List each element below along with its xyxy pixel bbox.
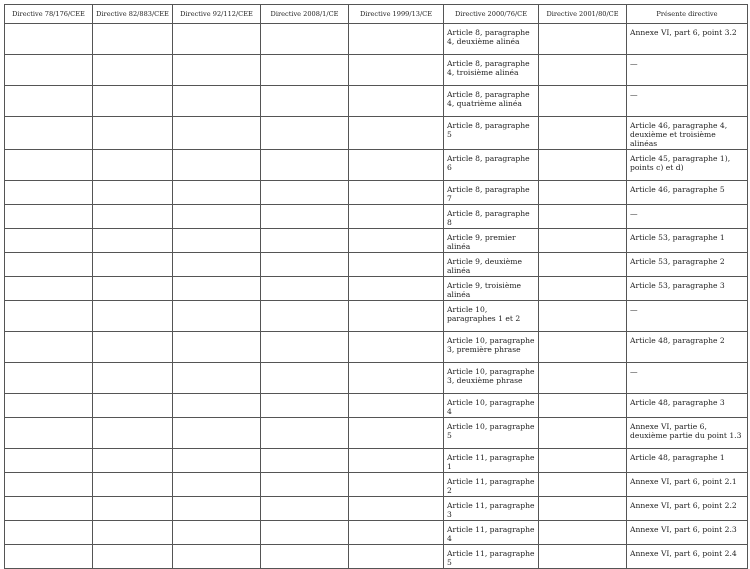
empty-cell (93, 418, 173, 449)
empty-cell (261, 449, 349, 473)
empty-cell (349, 253, 444, 277)
empty-cell (539, 301, 627, 332)
empty-cell (349, 418, 444, 449)
cell-directive-2000-76: Article 8, paragraphe 6 (444, 150, 539, 181)
cell-presente-directive: Article 48, paragraphe 3 (627, 394, 748, 418)
empty-cell (349, 497, 444, 521)
empty-cell (349, 55, 444, 86)
empty-cell (539, 150, 627, 181)
cell-presente-directive: — (627, 86, 748, 117)
empty-cell (173, 473, 261, 497)
empty-cell (261, 473, 349, 497)
table-row (5, 181, 748, 205)
empty-cell (539, 332, 627, 363)
empty-cell (261, 394, 349, 418)
cell-presente-directive: — (627, 301, 748, 332)
empty-cell (173, 497, 261, 521)
empty-cell (539, 521, 627, 545)
empty-cell (93, 332, 173, 363)
header-directive-92-112: Directive 92/112/CEE (173, 5, 261, 24)
table-row (5, 301, 748, 332)
header-directive-82-883: Directive 82/883/CEE (93, 5, 173, 24)
empty-cell (261, 86, 349, 117)
empty-cell (173, 205, 261, 229)
empty-cell (5, 473, 93, 497)
empty-cell (539, 497, 627, 521)
cell-presente-directive: Article 53, paragraphe 1 (627, 229, 748, 253)
empty-cell (93, 229, 173, 253)
cell-presente-directive: — (627, 55, 748, 86)
cell-presente-directive: Article 53, paragraphe 2 (627, 253, 748, 277)
header-directive-1999-13: Directive 1999/13/CE (349, 5, 444, 24)
cell-directive-2000-76: Article 10, paragraphe 4 (444, 394, 539, 418)
table-row (5, 497, 748, 521)
table-row (5, 394, 748, 418)
empty-cell (349, 86, 444, 117)
empty-cell (93, 277, 173, 301)
table-row (5, 253, 748, 277)
empty-cell (5, 150, 93, 181)
table-row (5, 545, 748, 569)
cell-directive-2000-76: Article 9, deuxième alinéa (444, 253, 539, 277)
empty-cell (5, 301, 93, 332)
cell-presente-directive: — (627, 205, 748, 229)
table-row (5, 449, 748, 473)
cell-directive-2000-76: Article 11, paragraphe 3 (444, 497, 539, 521)
table-row (5, 332, 748, 363)
empty-cell (261, 363, 349, 394)
cell-directive-2000-76: Article 10, paragraphes 1 et 2 (444, 301, 539, 332)
cell-presente-directive: Article 46, paragraphe 4, deuxième et troisième alinéas (627, 117, 748, 150)
empty-cell (261, 24, 349, 55)
empty-cell (349, 521, 444, 545)
cell-directive-2000-76: Article 10, paragraphe 5 (444, 418, 539, 449)
empty-cell (93, 253, 173, 277)
empty-cell (5, 363, 93, 394)
cell-directive-2000-76: Article 11, paragraphe 5 (444, 545, 539, 569)
empty-cell (173, 394, 261, 418)
empty-cell (5, 332, 93, 363)
empty-cell (261, 117, 349, 150)
correlation-table (4, 4, 748, 569)
empty-cell (93, 205, 173, 229)
empty-cell (539, 117, 627, 150)
empty-cell (5, 497, 93, 521)
table-row (5, 205, 748, 229)
empty-cell (539, 24, 627, 55)
cell-presente-directive: Annexe VI, part 6, point 2.4 (627, 545, 748, 569)
empty-cell (539, 205, 627, 229)
cell-directive-2000-76: Article 10, paragraphe 3, première phrase (444, 332, 539, 363)
empty-cell (539, 449, 627, 473)
empty-cell (539, 394, 627, 418)
empty-cell (539, 253, 627, 277)
cell-directive-2000-76: Article 9, premier alinéa (444, 229, 539, 253)
empty-cell (93, 545, 173, 569)
cell-presente-directive: Annexe VI, part 6, point 2.3 (627, 521, 748, 545)
empty-cell (539, 86, 627, 117)
empty-cell (349, 473, 444, 497)
table-row (5, 521, 748, 545)
cell-presente-directive: Annexe VI, part 6, point 3.2 (627, 24, 748, 55)
table-row (5, 229, 748, 253)
empty-cell (261, 181, 349, 205)
empty-cell (5, 117, 93, 150)
empty-cell (349, 117, 444, 150)
empty-cell (261, 521, 349, 545)
empty-cell (173, 253, 261, 277)
empty-cell (349, 277, 444, 301)
empty-cell (173, 86, 261, 117)
empty-cell (93, 86, 173, 117)
cell-presente-directive: Article 53, paragraphe 3 (627, 277, 748, 301)
empty-cell (349, 545, 444, 569)
empty-cell (93, 181, 173, 205)
empty-cell (261, 253, 349, 277)
header-directive-2001-80: Directive 2001/80/CE (539, 5, 627, 24)
table-row (5, 277, 748, 301)
empty-cell (5, 181, 93, 205)
cell-presente-directive: Article 46, paragraphe 5 (627, 181, 748, 205)
empty-cell (349, 205, 444, 229)
empty-cell (93, 150, 173, 181)
empty-cell (5, 253, 93, 277)
table-row (5, 473, 748, 497)
cell-directive-2000-76: Article 11, paragraphe 1 (444, 449, 539, 473)
empty-cell (5, 205, 93, 229)
empty-cell (93, 24, 173, 55)
empty-cell (349, 150, 444, 181)
table-row (5, 363, 748, 394)
empty-cell (173, 150, 261, 181)
empty-cell (349, 24, 444, 55)
empty-cell (5, 86, 93, 117)
empty-cell (5, 521, 93, 545)
empty-cell (173, 332, 261, 363)
empty-cell (261, 229, 349, 253)
table-row (5, 150, 748, 181)
empty-cell (5, 277, 93, 301)
empty-cell (349, 181, 444, 205)
empty-cell (93, 497, 173, 521)
empty-cell (261, 55, 349, 86)
empty-cell (93, 394, 173, 418)
empty-cell (349, 332, 444, 363)
cell-directive-2000-76: Article 11, paragraphe 4 (444, 521, 539, 545)
empty-cell (539, 229, 627, 253)
empty-cell (173, 521, 261, 545)
table-row (5, 55, 748, 86)
cell-directive-2000-76: Article 8, paragraphe 7 (444, 181, 539, 205)
cell-directive-2000-76: Article 8, paragraphe 4, quatrième alinéa (444, 86, 539, 117)
empty-cell (173, 55, 261, 86)
cell-presente-directive: Annexe VI, partie 6, deuxième partie du point 1.3 (627, 418, 748, 449)
cell-directive-2000-76: Article 8, paragraphe 8 (444, 205, 539, 229)
empty-cell (261, 150, 349, 181)
empty-cell (173, 229, 261, 253)
empty-cell (173, 117, 261, 150)
empty-cell (539, 363, 627, 394)
cell-presente-directive: Article 45, paragraphe 1), points c) et d) (627, 150, 748, 181)
empty-cell (173, 363, 261, 394)
table-header-row (5, 5, 748, 24)
empty-cell (5, 545, 93, 569)
empty-cell (173, 449, 261, 473)
empty-cell (173, 545, 261, 569)
cell-presente-directive: — (627, 363, 748, 394)
cell-presente-directive: Annexe VI, part 6, point 2.2 (627, 497, 748, 521)
table-row (5, 24, 748, 55)
empty-cell (261, 545, 349, 569)
cell-directive-2000-76: Article 8, paragraphe 4, troisième alinéa (444, 55, 539, 86)
cell-directive-2000-76: Article 9, troisième alinéa (444, 277, 539, 301)
table-row (5, 418, 748, 449)
empty-cell (349, 394, 444, 418)
empty-cell (93, 117, 173, 150)
empty-cell (93, 473, 173, 497)
table-body (5, 24, 748, 569)
empty-cell (93, 449, 173, 473)
empty-cell (5, 449, 93, 473)
empty-cell (93, 55, 173, 86)
cell-directive-2000-76: Article 11, paragraphe 2 (444, 473, 539, 497)
empty-cell (5, 418, 93, 449)
empty-cell (349, 301, 444, 332)
empty-cell (93, 301, 173, 332)
header-directive-78-176: Directive 78/176/CEE (5, 5, 93, 24)
empty-cell (173, 301, 261, 332)
empty-cell (5, 24, 93, 55)
empty-cell (173, 277, 261, 301)
empty-cell (173, 418, 261, 449)
empty-cell (173, 181, 261, 205)
empty-cell (539, 277, 627, 301)
empty-cell (539, 55, 627, 86)
empty-cell (261, 277, 349, 301)
cell-presente-directive: Annexe VI, part 6, point 2.1 (627, 473, 748, 497)
header-presente-directive: Présente directive (627, 5, 748, 24)
cell-presente-directive: Article 48, paragraphe 1 (627, 449, 748, 473)
empty-cell (93, 363, 173, 394)
empty-cell (261, 205, 349, 229)
empty-cell (5, 394, 93, 418)
empty-cell (349, 229, 444, 253)
table-row (5, 117, 748, 150)
empty-cell (173, 24, 261, 55)
empty-cell (93, 521, 173, 545)
empty-cell (539, 181, 627, 205)
empty-cell (349, 363, 444, 394)
empty-cell (539, 545, 627, 569)
cell-directive-2000-76: Article 10, paragraphe 3, deuxième phrase (444, 363, 539, 394)
empty-cell (5, 229, 93, 253)
empty-cell (261, 497, 349, 521)
header-directive-2008-1: Directive 2008/1/CE (261, 5, 349, 24)
empty-cell (261, 332, 349, 363)
empty-cell (5, 55, 93, 86)
empty-cell (539, 473, 627, 497)
empty-cell (539, 418, 627, 449)
empty-cell (261, 301, 349, 332)
cell-presente-directive: Article 48, paragraphe 2 (627, 332, 748, 363)
header-directive-2000-76: Directive 2000/76/CE (444, 5, 539, 24)
empty-cell (349, 449, 444, 473)
table-row (5, 86, 748, 117)
cell-directive-2000-76: Article 8, paragraphe 5 (444, 117, 539, 150)
empty-cell (261, 418, 349, 449)
cell-directive-2000-76: Article 8, paragraphe 4, deuxième alinéa (444, 24, 539, 55)
